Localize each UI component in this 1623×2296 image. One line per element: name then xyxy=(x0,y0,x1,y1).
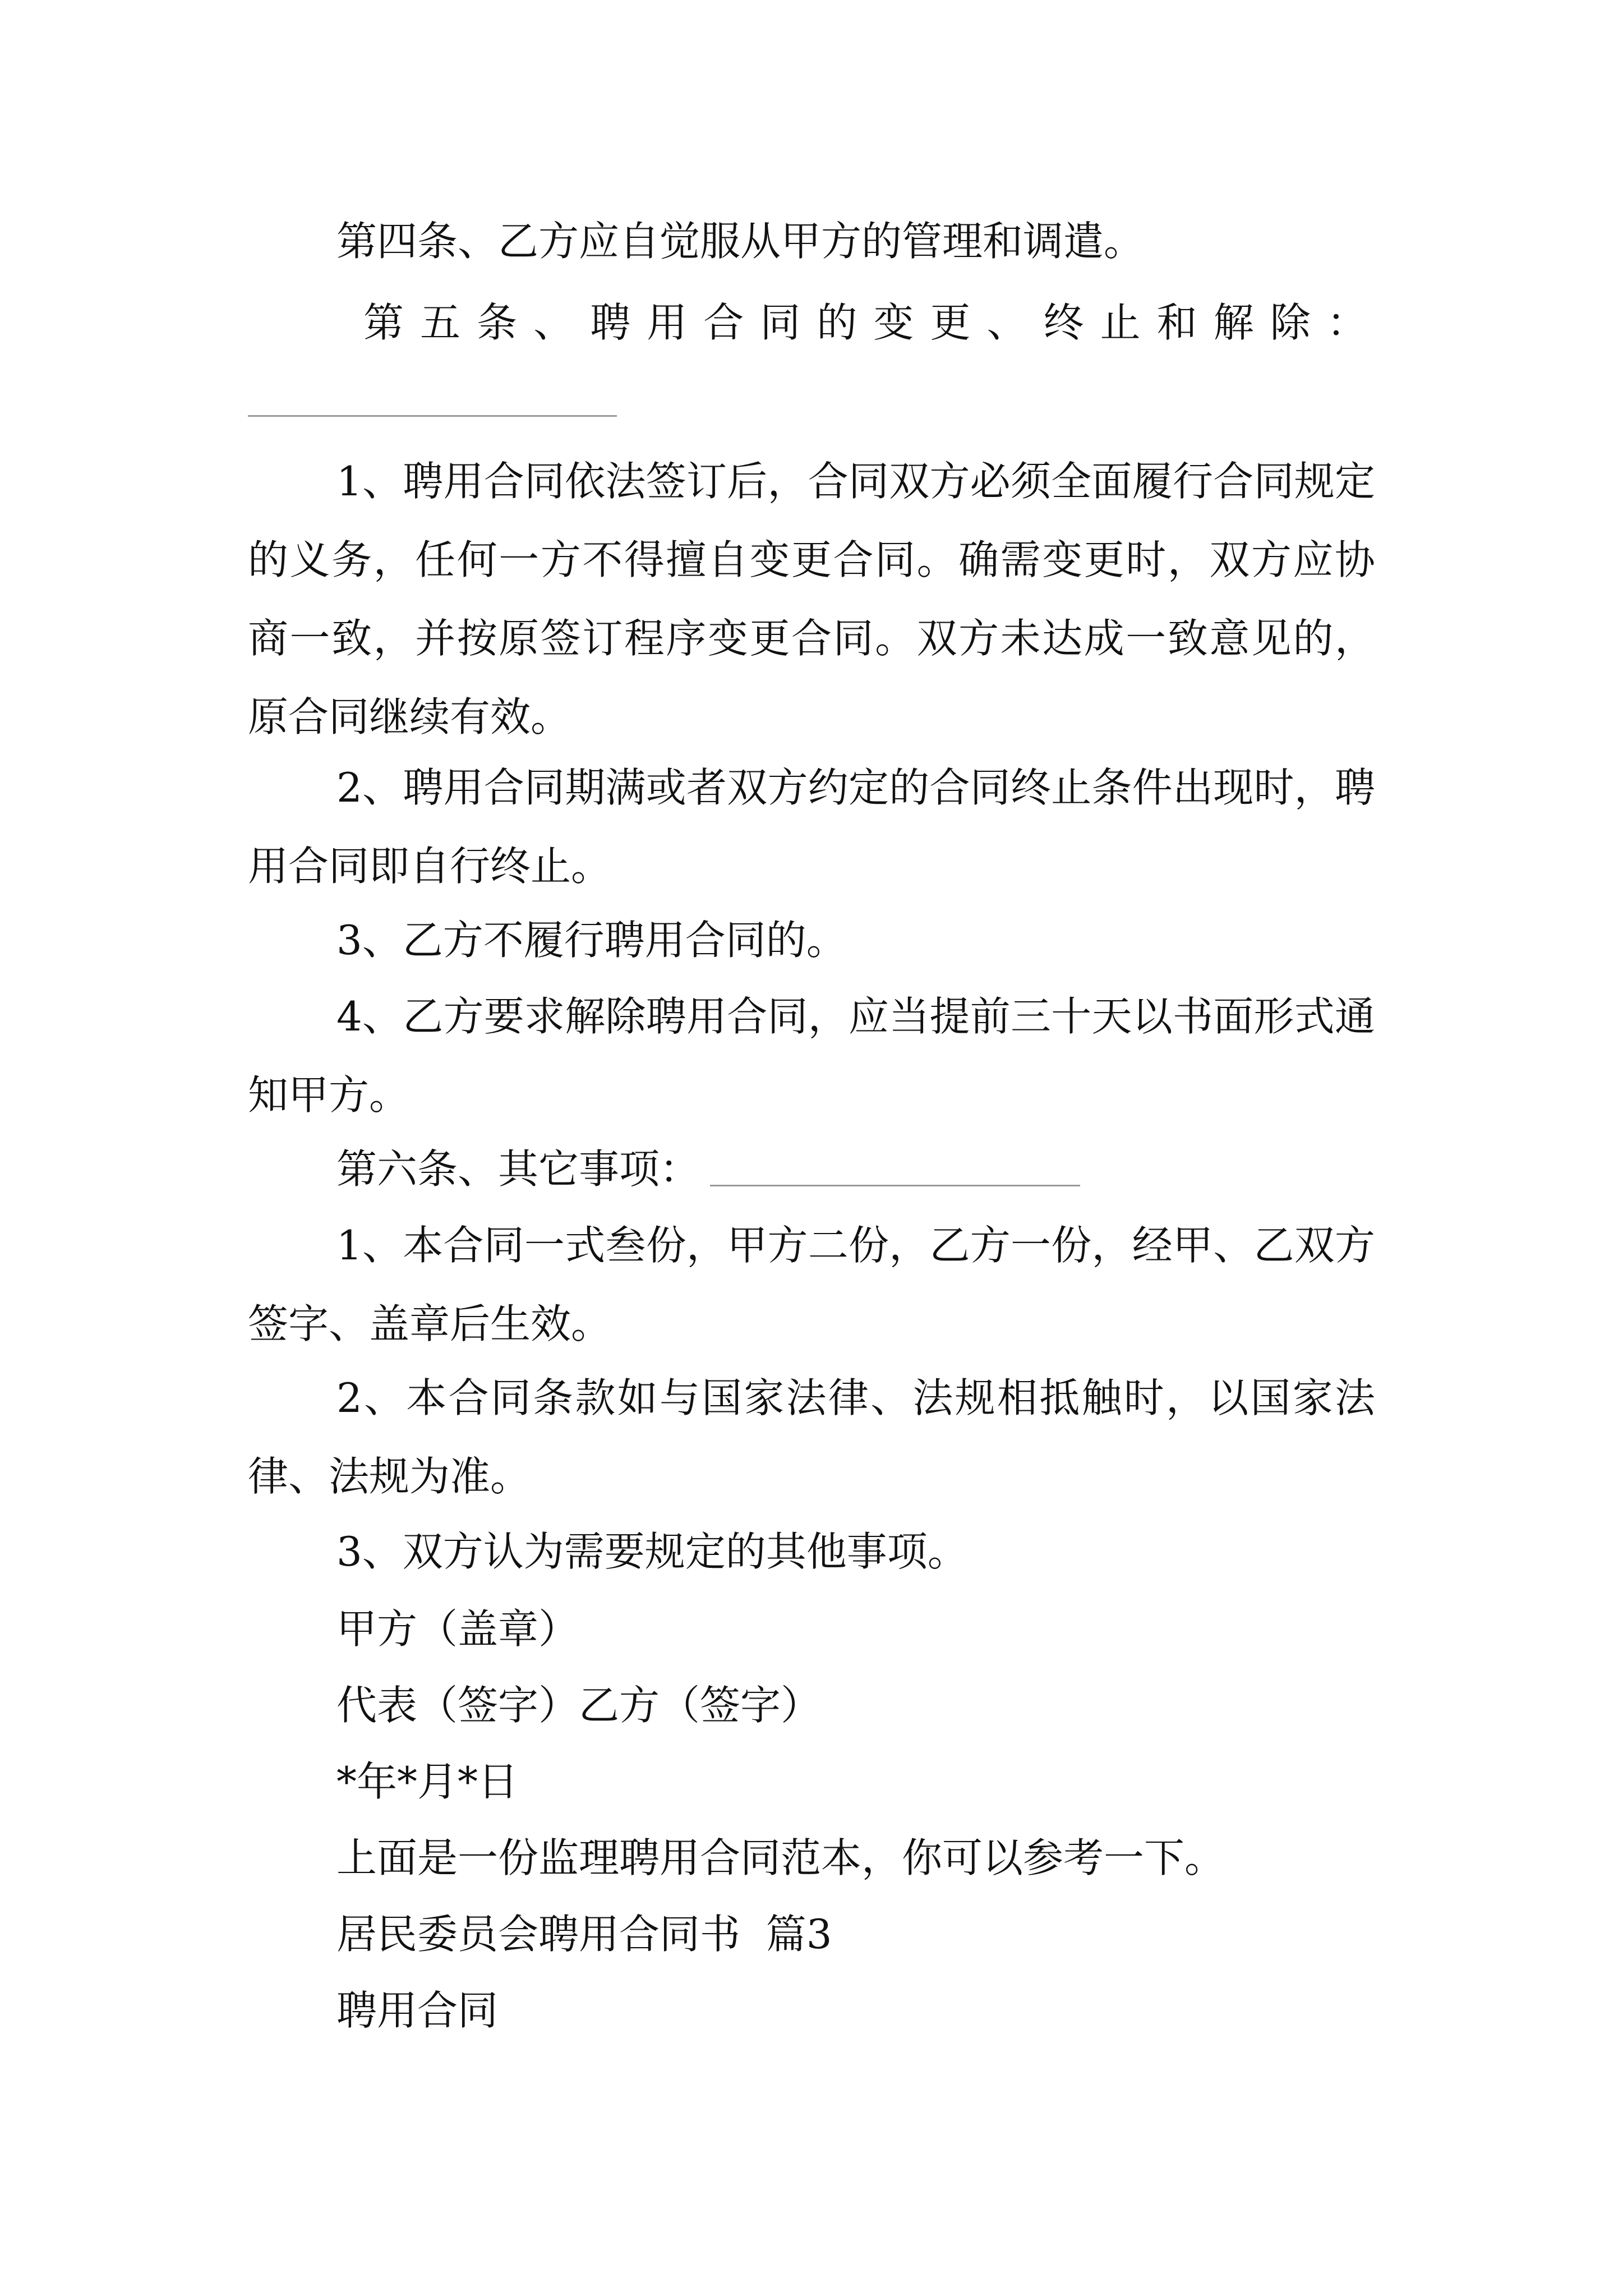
heading-char: 变 xyxy=(873,299,914,346)
closing-note: 上面是一份监理聘用合同范本，你可以参考一下。 xyxy=(336,1834,1225,1881)
heading-char: 聘 xyxy=(590,299,631,346)
article-6-item-2: 2、本合同条款如与国家法律、法规相抵触时，以国家法律、法规为准。 xyxy=(248,1374,1375,1500)
party-a-seal: 甲方（盖章） xyxy=(336,1605,579,1653)
signature-date: *年*月*日 xyxy=(336,1758,519,1805)
article-5-item-1: 1、聘用合同依法签订后，合同双方必须全面履行合同规定的义务，任何一方不得擅自变更合同。确需变更时，双方应协商一致，并按原签订程序变更合同。双方未达成一致意见的，原合同继续有效。 xyxy=(248,458,1375,740)
heading-char: 第 xyxy=(363,299,404,346)
heading-char: 用 xyxy=(647,299,688,346)
heading-char: 止 xyxy=(1100,299,1141,346)
heading-char: ： xyxy=(1326,299,1367,346)
heading-char: 除 xyxy=(1270,299,1311,346)
heading-char: 同 xyxy=(760,299,801,346)
article-5-item-3: 3、乙方不履行聘用合同的。 xyxy=(336,917,847,964)
article-6-item-3: 3、双方认为需要规定的其他事项。 xyxy=(336,1528,968,1575)
heading-char: 的 xyxy=(817,299,857,346)
article-5-item-2: 2、聘用合同期满或者双方约定的合同终止条件出现时，聘用合同即自行终止。 xyxy=(248,764,1375,890)
next-section-subtitle: 聘用合同 xyxy=(336,1987,499,2034)
heading-char: 更 xyxy=(930,299,971,346)
heading-char: 、 xyxy=(986,299,1027,346)
article-5-heading xyxy=(363,283,1367,362)
representative-signature: 代表（签字）乙方（签字） xyxy=(336,1682,822,1729)
blank-fill-line xyxy=(248,415,617,417)
article-4: 第四条、乙方应自觉服从甲方的管理和调遣。 xyxy=(336,218,1145,265)
article-6-heading xyxy=(336,1130,1080,1208)
heading-char: 终 xyxy=(1043,299,1084,346)
heading-char: 五 xyxy=(420,299,461,346)
next-section-title: 居民委员会聘用合同书 篇3 xyxy=(336,1911,832,1958)
blank-fill-line xyxy=(710,1185,1080,1186)
heading-char: 、 xyxy=(533,299,574,346)
heading-char: 合 xyxy=(703,299,744,346)
article-5-item-4: 4、乙方要求解除聘用合同，应当提前三十天以书面形式通知甲方。 xyxy=(248,993,1375,1119)
heading-char: 和 xyxy=(1156,299,1197,346)
heading-char: 解 xyxy=(1213,299,1254,346)
article-6-item-1: 1、本合同一式叁份，甲方二份，乙方一份，经甲、乙双方签字、盖章后生效。 xyxy=(248,1222,1375,1347)
heading-char: 条 xyxy=(477,299,518,346)
article-6-heading-text: 第六条、其它事项： xyxy=(336,1145,700,1193)
